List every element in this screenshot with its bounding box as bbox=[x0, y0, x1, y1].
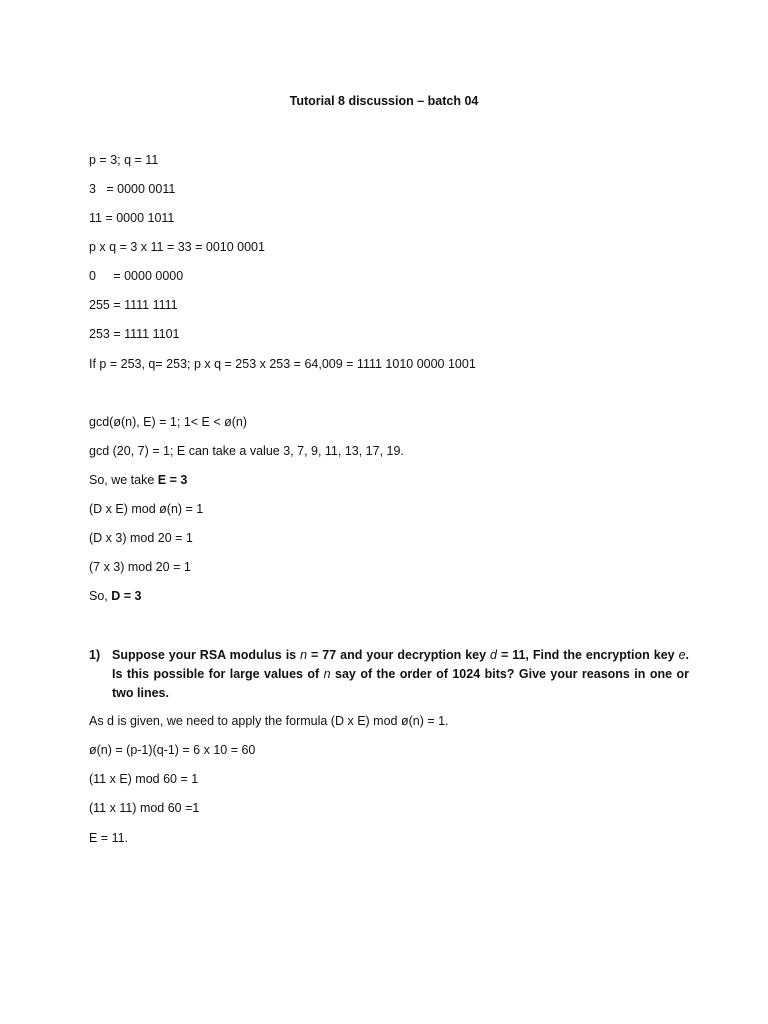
question-fragment: = 77 and your decryption key bbox=[307, 648, 491, 662]
question-block bbox=[89, 646, 689, 703]
text-line: 3 = 0000 0011 bbox=[89, 182, 176, 196]
text-line: (D x 3) mod 20 = 1 bbox=[89, 531, 193, 545]
text-line: gcd (20, 7) = 1; E can take a value 3, 7, 9, 11, 13, 17, 19. bbox=[89, 444, 404, 458]
text-line bbox=[89, 589, 141, 603]
variable-n: n bbox=[300, 648, 308, 662]
question-fragment: say of the order of 1024 bits? Give your reasons in one or two lines. bbox=[112, 667, 689, 700]
answer-line: E = 11. bbox=[89, 831, 129, 845]
text-line: If p = 253, q= 253; p x q = 253 x 253 = 64,009 = 1111 1010 0000 1001 bbox=[89, 357, 476, 371]
question-fragment: Suppose your RSA modulus is bbox=[112, 648, 301, 662]
text-line: 11 = 0000 1011 bbox=[89, 211, 175, 225]
text-line: 253 = 1111 1101 bbox=[89, 327, 180, 341]
text-fragment: So, we take bbox=[89, 473, 158, 487]
text-line: (7 x 3) mod 20 = 1 bbox=[89, 560, 191, 574]
variable-n: n bbox=[323, 667, 331, 681]
text-line: p = 3; q = 11 bbox=[89, 153, 159, 167]
text-fragment: So, bbox=[89, 589, 112, 603]
text-line: (D x E) mod ø(n) = 1 bbox=[89, 502, 204, 516]
text-line bbox=[89, 473, 187, 487]
bold-value: E = 3 bbox=[157, 473, 188, 487]
answer-line: As d is given, we need to apply the formula (D x E) mod ø(n) = 1. bbox=[89, 714, 449, 728]
text-line: 255 = 1111 1111 bbox=[89, 298, 178, 312]
text-line: p x q = 3 x 11 = 33 = 0010 0001 bbox=[89, 240, 265, 254]
question-text bbox=[112, 646, 689, 703]
text-line: 0 = 0000 0000 bbox=[89, 269, 184, 283]
question-number: 1) bbox=[89, 648, 101, 662]
question-fragment: . Is this possible for large values of bbox=[112, 648, 690, 681]
answer-line: (11 x 11) mod 60 =1 bbox=[89, 801, 200, 815]
question-fragment: = 11, Find the encryption key bbox=[497, 648, 679, 662]
bold-value: D = 3 bbox=[111, 589, 142, 603]
variable-e: e bbox=[678, 648, 686, 662]
answer-line: (11 x E) mod 60 = 1 bbox=[89, 772, 199, 786]
text-line: gcd(ø(n), E) = 1; 1< E < ø(n) bbox=[89, 415, 248, 429]
document-title: Tutorial 8 discussion – batch 04 bbox=[289, 94, 479, 108]
variable-d: d bbox=[490, 648, 497, 662]
answer-line: ø(n) = (p-1)(q-1) = 6 x 10 = 60 bbox=[89, 743, 256, 757]
